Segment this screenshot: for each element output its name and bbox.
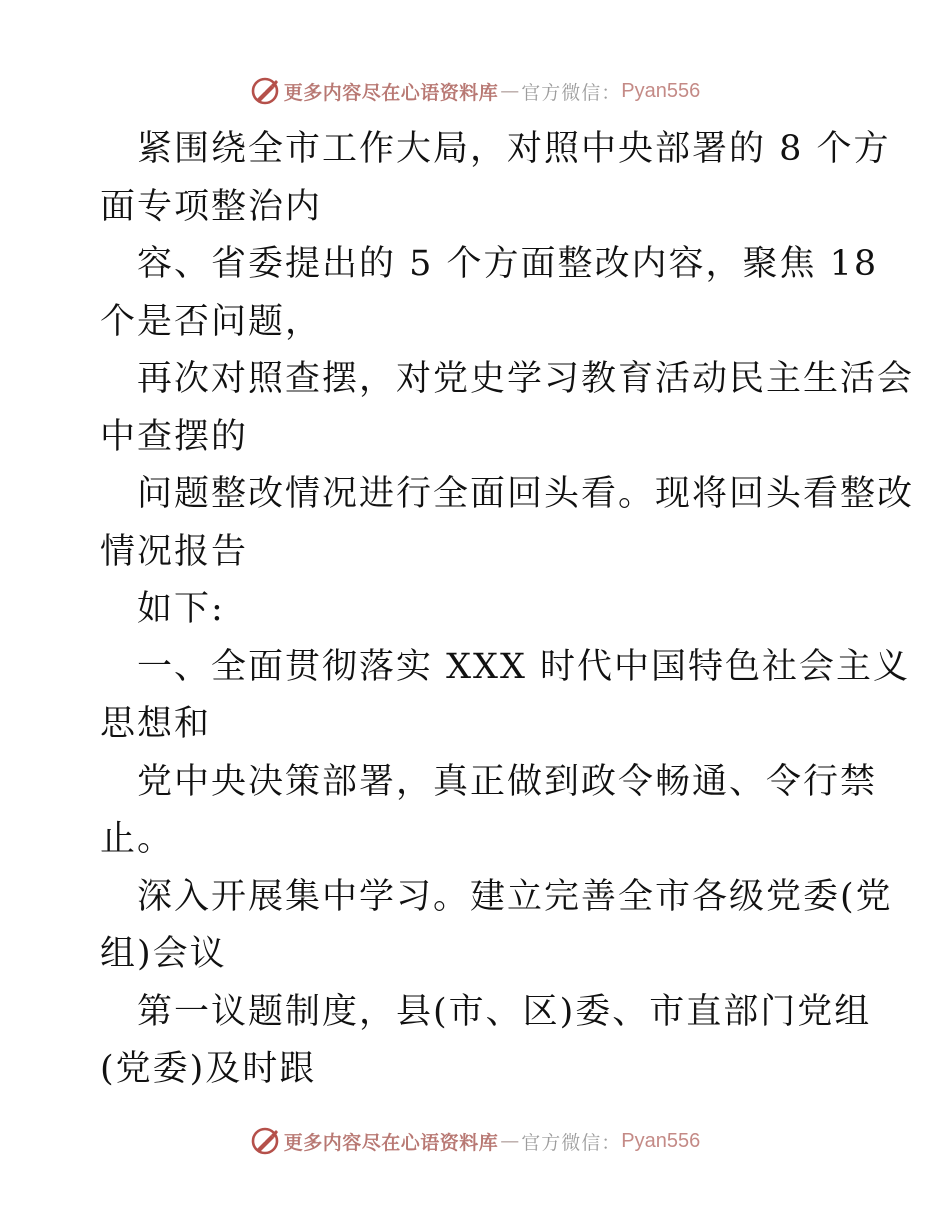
document-body — [100, 121, 915, 1099]
body-line: 如下: — [137, 589, 225, 629]
body-line: (党委)及时跟 — [100, 1049, 317, 1089]
footer-watermark-banner — [0, 1121, 950, 1161]
body-line: 面专项整治内 — [100, 186, 323, 227]
brand-text: 更多内容尽在心语资料库 — [283, 81, 499, 104]
wechat-id: Pyan556 — [621, 1129, 701, 1152]
pen-seal-logo-icon — [250, 1126, 280, 1156]
header-watermark-banner — [0, 71, 950, 111]
body-line: 止。 — [100, 819, 175, 859]
wechat-label: 官方微信： — [521, 81, 622, 104]
wechat-label: 官方微信： — [521, 1131, 622, 1154]
body-line: 党中央决策部署，真正做到政令畅通、令行禁 — [137, 761, 878, 802]
body-line: 问题整改情况进行全面回头看。现将回头看整改 — [137, 474, 915, 514]
banner-separator: — — [500, 1130, 520, 1152]
body-line: 情况报告 — [100, 531, 249, 572]
banner-separator: — — [500, 80, 520, 102]
body-line: 第一议题制度，县(市、区)委、市直部门党组 — [137, 991, 872, 1032]
section-heading-line: 一、全面贯彻落实 XXX 时代中国特色社会主义 — [137, 646, 911, 687]
body-line: 思想和 — [100, 704, 212, 744]
body-line: 组)会议 — [100, 934, 227, 974]
pen-seal-logo-icon — [250, 76, 280, 106]
body-line: 深入开展集中学习。建立完善全市各级党委(党 — [137, 876, 893, 917]
body-line: 容、省委提出的 5 个方面整改内容，聚焦 18 — [137, 244, 879, 284]
brand-text: 更多内容尽在心语资料库 — [283, 1131, 499, 1154]
body-line: 中查摆的 — [100, 416, 249, 457]
wechat-id: Pyan556 — [621, 79, 701, 102]
body-line: 再次对照查摆，对党史学习教育活动民主生活会 — [137, 359, 915, 399]
body-line: 个是否问题， — [100, 301, 323, 342]
body-line: 紧围绕全市工作大局，对照中央部署的 8 个方 — [137, 129, 891, 169]
